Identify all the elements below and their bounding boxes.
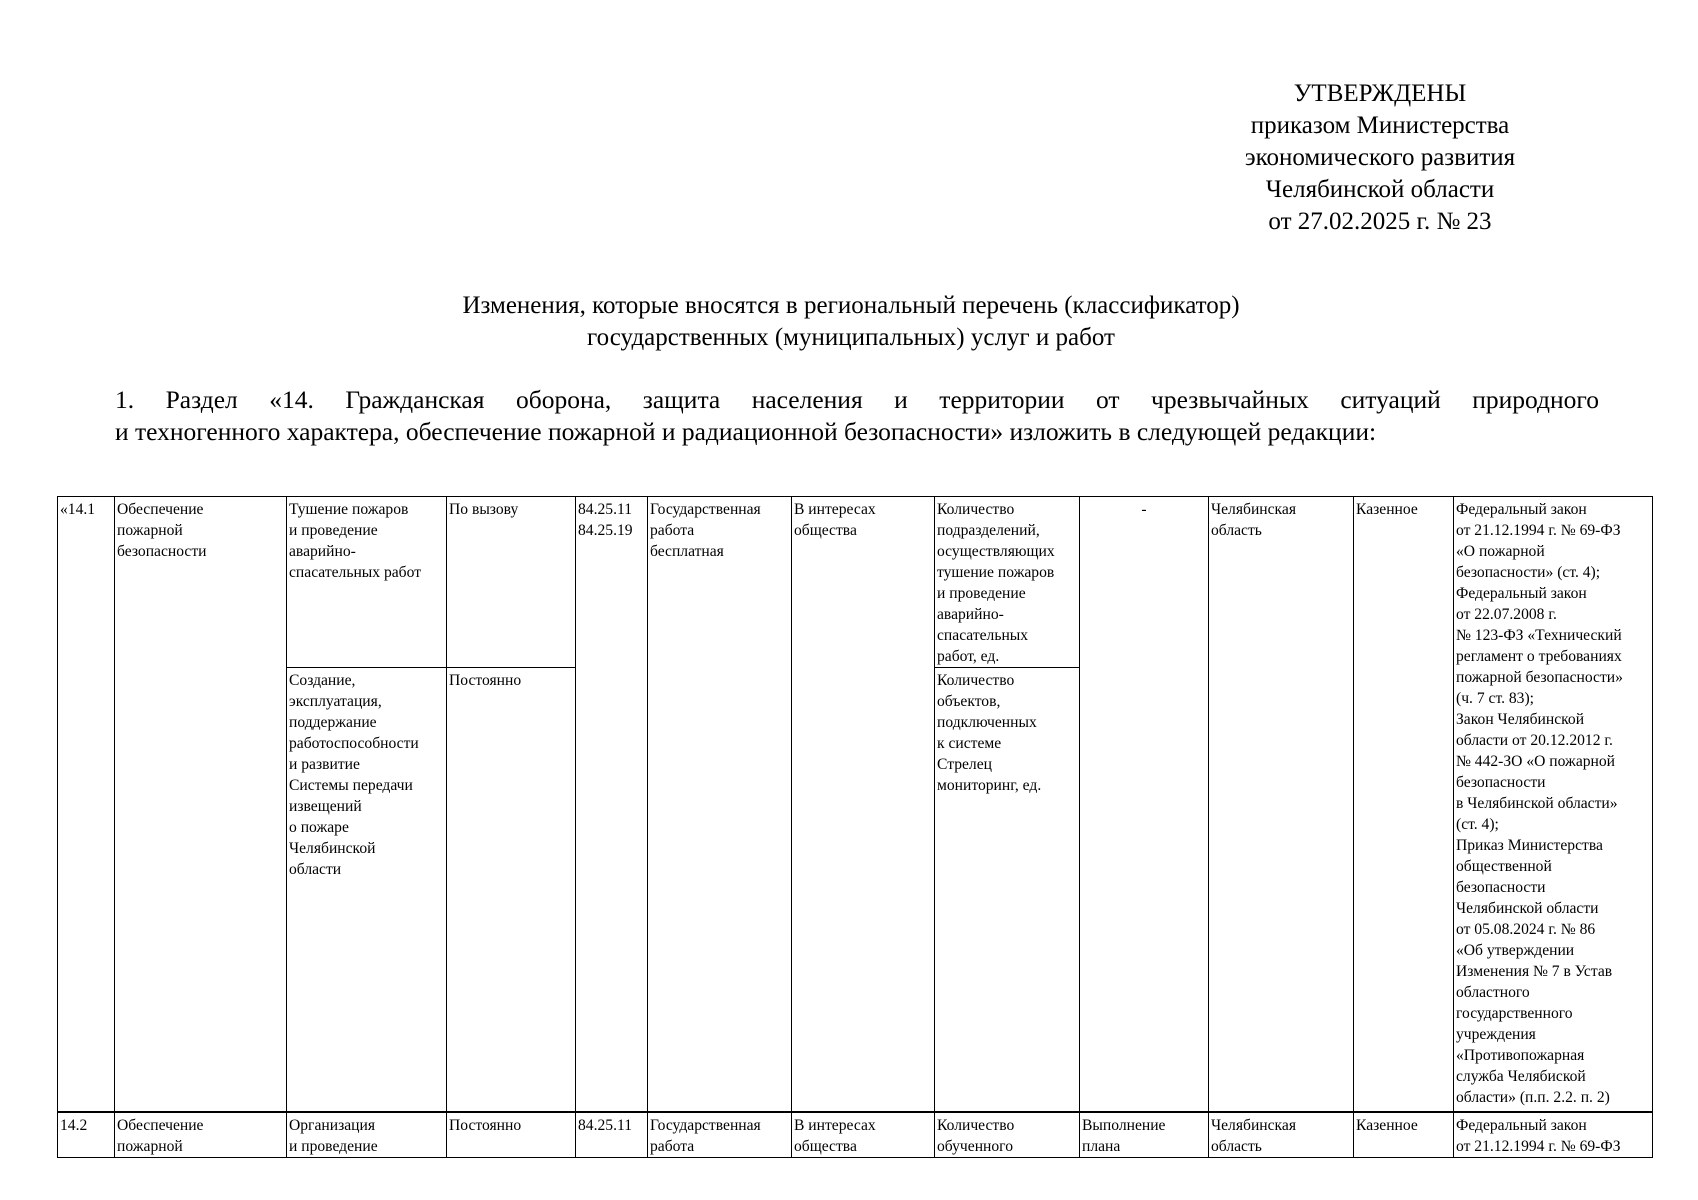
cell-quality: - — [1080, 497, 1209, 1113]
cell-type: Государственная работа — [648, 1112, 792, 1158]
cell-indicator: Количество подразделений, осуществляющих тушение пожаров и проведение аварийно- спасательных работ, ед. — [935, 497, 1080, 668]
table-row — [58, 1112, 1653, 1158]
cell-indicator: Количество обученного — [935, 1112, 1080, 1158]
cell-number: 14.2 — [58, 1112, 115, 1158]
cell-level: Челябинская область — [1209, 497, 1354, 1113]
cell-institution: Казенное — [1354, 497, 1454, 1113]
section-paragraph-line: 1. Раздел «14. Гражданская оборона, защита населения и территории от чрезвычайных ситуаций природного — [115, 385, 1599, 414]
services-table — [57, 496, 1653, 1158]
document-title-line: государственных (муниципальных) услуг и работ — [587, 324, 1115, 351]
cell-okved: 84.25.11 — [576, 1112, 648, 1158]
cell-number: «14.1 — [58, 497, 115, 1113]
table-row — [58, 497, 1653, 668]
cell-sphere: Обеспечение пожарной — [115, 1112, 287, 1158]
cell-work-name: Создание, эксплуатация, поддержание работоспособности и развитие Системы передачи извещений о пожаре Челябинской области — [287, 668, 447, 1113]
approval-line: Челябинской области — [1265, 176, 1495, 203]
approval-heading: УТВЕРЖДЕНЫ — [1293, 80, 1467, 107]
document-title-line: Изменения, которые вносятся в региональный перечень (классификатор) — [462, 292, 1240, 319]
cell-interest: В интересах общества — [792, 1112, 935, 1158]
cell-indicator: Количество объектов, подключенных к системе Стрелец мониторинг, ед. — [935, 668, 1080, 1113]
cell-type: Государственная работа бесплатная — [648, 497, 792, 1113]
section-paragraph-line: и техногенного характера, обеспечение пожарной и радиационной безопасности» изложить в следующей редакции: — [115, 417, 1377, 446]
cell-mode: Постоянно — [447, 668, 576, 1113]
approval-date: от 27.02.2025 г. № 23 — [1268, 208, 1492, 235]
section-paragraph — [115, 384, 1599, 448]
cell-legal-basis: Федеральный закон от 21.12.1994 г. № 69-ФЗ — [1454, 1112, 1653, 1158]
cell-level: Челябинская область — [1209, 1112, 1354, 1158]
cell-sphere: Обеспечение пожарной безопасности — [115, 497, 287, 1113]
cell-mode: Постоянно — [447, 1112, 576, 1158]
approval-line: экономического развития — [1244, 144, 1516, 171]
cell-work-name: Организация и проведение — [287, 1112, 447, 1158]
approval-stamp — [1190, 78, 1570, 238]
cell-okved: 84.25.11 84.25.19 — [576, 497, 648, 1113]
cell-interest: В интересах общества — [792, 497, 935, 1113]
cell-quality: Выполнение плана — [1080, 1112, 1209, 1158]
cell-institution: Казенное — [1354, 1112, 1454, 1158]
cell-work-name: Тушение пожаров и проведение аварийно- спасательных работ — [287, 497, 447, 668]
cell-legal-basis: Федеральный закон от 21.12.1994 г. № 69-ФЗ «О пожарной безопасности» (ст. 4); Федеральный закон от 22.07.2008 г. № 123-ФЗ «Технический регламент о требованиях пожарной безопасности» (ч. 7 ст. 83); Закон Челябинской области от 20.12.2012 г. № 442-ЗО «О пожарной безопасности в Челябинской области» (ст. 4); Приказ Министерства общественной безопасности Челябинской области от 05.08.2024 г. № 86 «Об утверждении Изменения № 7 в Устав областного государственного учреждения «Противопожарная служба Челябиской области» (п.п. 2.2. п. 2) — [1454, 497, 1653, 1113]
document-title — [300, 290, 1402, 354]
approval-line: приказом Министерства — [1250, 112, 1510, 139]
cell-mode: По вызову — [447, 497, 576, 668]
